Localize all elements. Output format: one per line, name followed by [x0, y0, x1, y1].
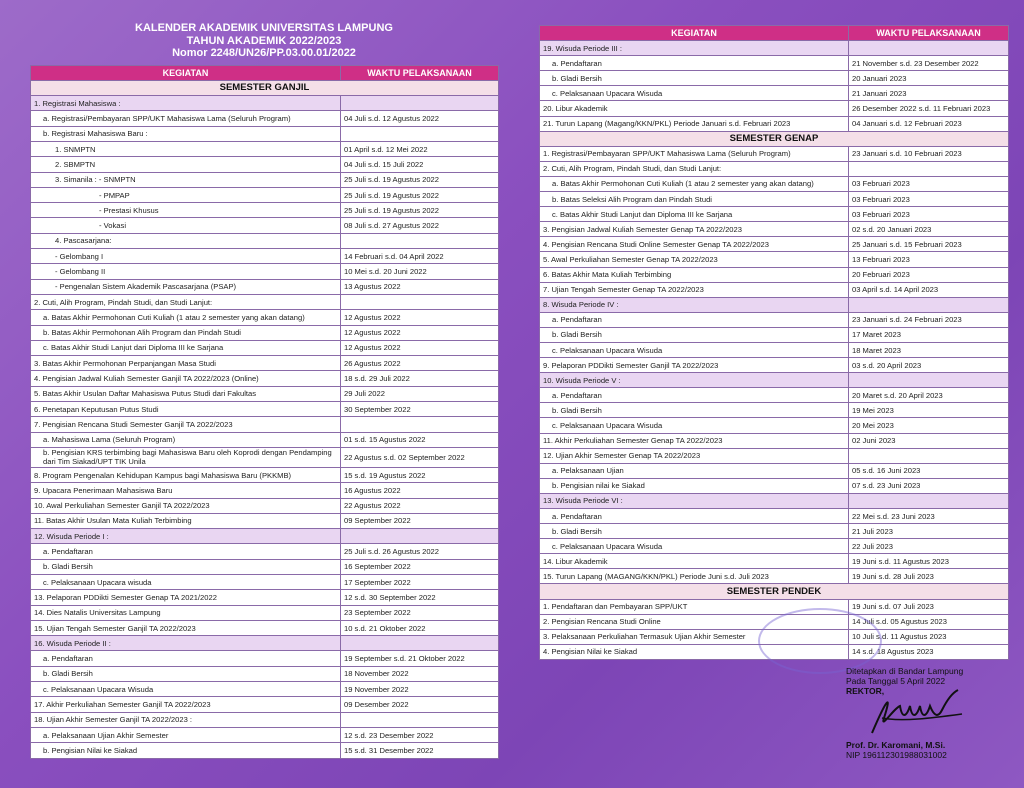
table-row — [540, 373, 1009, 388]
title-line-2: TAHUN AKADEMIK 2022/2023 — [186, 34, 342, 47]
activity-cell: 11. Akhir Perkuliahan Semester Genap TA 2022/2023 — [540, 433, 849, 448]
date-cell — [341, 636, 499, 651]
date-cell: 10 s.d. 21 Oktober 2022 — [341, 620, 499, 635]
activity-cell: 7. Ujian Tengah Semester Genap TA 2022/2023 — [540, 282, 849, 297]
activity-cell: a. Pendaftaran — [540, 56, 849, 71]
date-cell: 17 September 2022 — [341, 575, 499, 590]
date-cell: 22 Mei s.d. 23 Juni 2023 — [849, 509, 1009, 524]
date-cell: 15 s.d. 31 Desember 2022 — [341, 743, 499, 758]
activity-cell: a. Pendaftaran — [31, 651, 341, 666]
activity-cell: 4. Pengisian Jadwal Kuliah Semester Ganjil TA 2022/2023 (Online) — [31, 371, 341, 386]
table-row — [540, 448, 1009, 463]
activity-cell: 12. Ujian Akhir Semester Genap TA 2022/2023 — [540, 448, 849, 463]
table-row — [540, 192, 1009, 207]
date-cell: 20 Februari 2023 — [849, 267, 1009, 282]
activity-cell: 14. Libur Akademik — [540, 554, 849, 569]
date-cell: 08 Juli s.d. 27 Agustus 2022 — [341, 218, 499, 233]
table-row — [31, 187, 499, 202]
activity-cell: b. Registrasi Mahasiswa Baru : — [31, 126, 341, 141]
date-cell: 03 Februari 2023 — [849, 192, 1009, 207]
activity-cell: a. Registrasi/Pembayaran SPP/UKT Mahasiswa Lama (Seluruh Program) — [31, 111, 341, 126]
date-cell: 25 Juli s.d. 19 Agustus 2022 — [341, 187, 499, 202]
activity-cell: a. Pelaksanaan Ujian — [540, 463, 849, 478]
activity-cell: c. Pelaksanaan Upacara Wisuda — [540, 418, 849, 433]
table-row — [31, 126, 499, 141]
activity-cell: 7. Pengisian Rencana Studi Semester Ganjil TA 2022/2023 — [31, 417, 341, 432]
activity-cell: b. Gladi Bersih — [540, 524, 849, 539]
table-row — [31, 447, 499, 467]
date-cell — [341, 294, 499, 309]
date-cell: 23 September 2022 — [341, 605, 499, 620]
date-cell: 26 Desember 2022 s.d. 11 Februari 2023 — [849, 101, 1009, 116]
date-cell — [849, 41, 1009, 56]
activity-cell: c. Pelaksanaan Upacara Wisuda — [540, 342, 849, 357]
activity-cell: 10. Wisuda Periode V : — [540, 373, 849, 388]
table-row — [31, 279, 499, 294]
section-header — [540, 131, 1009, 146]
date-cell: 25 Januari s.d. 15 Februari 2023 — [849, 237, 1009, 252]
calendar-body-right — [540, 26, 1009, 660]
activity-cell: 5. Batas Akhir Usulan Daftar Mahasiswa Putus Studi dari Fakultas — [31, 386, 341, 401]
table-row — [31, 666, 499, 681]
activity-cell: a. Pendaftaran — [31, 544, 341, 559]
activity-cell: a. Pendaftaran — [540, 312, 849, 327]
table-row — [31, 559, 499, 574]
table-row — [31, 727, 499, 742]
activity-cell: 12. Wisuda Periode I : — [31, 529, 341, 544]
table-row — [540, 539, 1009, 554]
table-row — [31, 218, 499, 233]
date-cell: 03 Februari 2023 — [849, 207, 1009, 222]
table-row — [540, 282, 1009, 297]
date-cell: 09 September 2022 — [341, 513, 499, 528]
activity-cell: 13. Wisuda Periode VI : — [540, 493, 849, 508]
table-row — [31, 249, 499, 264]
header-kegiatan: KEGIATAN — [540, 26, 849, 41]
activity-cell: 10. Awal Perkuliahan Semester Ganjil TA 2022/2023 — [31, 498, 341, 513]
table-row — [540, 116, 1009, 131]
table-row — [31, 233, 499, 248]
date-cell: 20 Mei 2023 — [849, 418, 1009, 433]
section-header — [31, 80, 499, 95]
table-row — [31, 651, 499, 666]
document-title — [30, 22, 498, 60]
table-row — [540, 176, 1009, 191]
activity-cell: 3. Pengisian Jadwal Kuliah Semester Genap TA 2022/2023 — [540, 222, 849, 237]
table-header — [540, 26, 1009, 41]
activity-cell: - Vokasi — [31, 218, 341, 233]
header-waktu: WAKTU PELAKSANAAN — [341, 65, 499, 80]
table-row — [540, 71, 1009, 86]
header-kegiatan: KEGIATAN — [31, 65, 341, 80]
date-cell: 13 Agustus 2022 — [341, 279, 499, 294]
date-cell: 18 Maret 2023 — [849, 342, 1009, 357]
calendar-table-right — [539, 25, 1009, 660]
date-cell — [341, 712, 499, 727]
date-cell: 19 November 2022 — [341, 682, 499, 697]
date-cell — [849, 493, 1009, 508]
activity-cell: 9. Pelaporan PDDikti Semester Ganjil TA 2022/2023 — [540, 358, 849, 373]
table-row — [540, 56, 1009, 71]
date-cell: 18 s.d. 29 Juli 2022 — [341, 371, 499, 386]
date-cell — [849, 373, 1009, 388]
table-row — [31, 513, 499, 528]
activity-cell: b. Batas Seleksi Alih Program dan Pindah Studi — [540, 192, 849, 207]
date-cell — [849, 297, 1009, 312]
activity-cell: c. Batas Akhir Studi Lanjut dan Diploma III ke Sarjana — [540, 207, 849, 222]
table-header — [31, 65, 499, 80]
date-cell: 02 s.d. 20 Januari 2023 — [849, 222, 1009, 237]
date-cell: 22 Juli 2023 — [849, 539, 1009, 554]
table-row — [31, 340, 499, 355]
activity-cell: b. Gladi Bersih — [540, 403, 849, 418]
activity-cell: 6. Penetapan Keputusan Putus Studi — [31, 402, 341, 417]
date-cell: 21 Juli 2023 — [849, 524, 1009, 539]
activity-cell: 20. Libur Akademik — [540, 101, 849, 116]
date-cell: 10 Juli s.d. 11 Agustus 2023 — [849, 629, 1009, 644]
date-cell: 25 Juli s.d. 26 Agustus 2022 — [341, 544, 499, 559]
activity-cell: 2. SBMPTN — [31, 157, 341, 172]
table-row — [31, 172, 499, 187]
date-cell: 19 September s.d. 21 Oktober 2022 — [341, 651, 499, 666]
date-cell: 30 September 2022 — [341, 402, 499, 417]
activity-cell: 3. Pelaksanaan Perkuliahan Termasuk Ujian Akhir Semester — [540, 629, 849, 644]
date-cell: 04 Juli s.d. 12 Agustus 2022 — [341, 111, 499, 126]
activity-cell: b. Gladi Bersih — [540, 71, 849, 86]
table-row — [540, 493, 1009, 508]
date-cell: 03 s.d. 20 April 2023 — [849, 358, 1009, 373]
activity-cell: a. Pelaksanaan Ujian Akhir Semester — [31, 727, 341, 742]
activity-cell: 2. Pengisian Rencana Studi Online — [540, 614, 849, 629]
table-row — [31, 483, 499, 498]
table-row — [31, 417, 499, 432]
date-cell — [341, 417, 499, 432]
date-cell: 07 s.d. 23 Juni 2023 — [849, 478, 1009, 493]
table-row — [31, 402, 499, 417]
table-row — [31, 96, 499, 111]
table-row — [31, 386, 499, 401]
date-cell: 13 Februari 2023 — [849, 252, 1009, 267]
table-row — [540, 207, 1009, 222]
activity-cell: - Gelombang II — [31, 264, 341, 279]
date-cell — [341, 96, 499, 111]
table-row — [31, 743, 499, 758]
table-row — [540, 41, 1009, 56]
table-row — [31, 529, 499, 544]
activity-cell: 8. Program Pengenalan Kehidupan Kampus bagi Mahasiswa Baru (PKKMB) — [31, 467, 341, 482]
table-row — [540, 524, 1009, 539]
date-cell: 12 Agustus 2022 — [341, 310, 499, 325]
activity-cell: a. Batas Akhir Permohonan Cuti Kuliah (1 atau 2 semester yang akan datang) — [540, 176, 849, 191]
activity-cell: a. Batas Akhir Permohonan Cuti Kuliah (1 atau 2 semester yang akan datang) — [31, 310, 341, 325]
activity-cell: 1. Registrasi Mahasiswa : — [31, 96, 341, 111]
activity-cell: 4. Pengisian Rencana Studi Online Semester Genap TA 2022/2023 — [540, 237, 849, 252]
activity-cell: c. Pelaksanaan Upacara Wisuda — [540, 86, 849, 101]
table-row — [540, 252, 1009, 267]
table-row — [31, 371, 499, 386]
table-row — [31, 697, 499, 712]
date-cell: 01 April s.d. 12 Mei 2022 — [341, 141, 499, 156]
table-row — [31, 682, 499, 697]
date-cell: 16 Agustus 2022 — [341, 483, 499, 498]
date-cell: 19 Juni s.d. 11 Agustus 2023 — [849, 554, 1009, 569]
activity-cell: 5. Awal Perkuliahan Semester Genap TA 2022/2023 — [540, 252, 849, 267]
activity-cell: b. Gladi Bersih — [540, 327, 849, 342]
calendar-body-left — [31, 65, 499, 758]
activity-cell: - PMPAP — [31, 187, 341, 202]
table-row — [31, 356, 499, 371]
activity-cell: c. Batas Akhir Studi Lanjut dari Diploma III ke Sarjana — [31, 340, 341, 355]
table-row — [540, 267, 1009, 282]
table-row — [540, 463, 1009, 478]
date-cell: 25 Juli s.d. 19 Agustus 2022 — [341, 203, 499, 218]
table-row — [31, 575, 499, 590]
activity-cell: 18. Ujian Akhir Semester Ganjil TA 2022/2023 : — [31, 712, 341, 727]
date-cell: 19 Juni s.d. 28 Juli 2023 — [849, 569, 1009, 584]
university-stamp — [758, 608, 882, 674]
activity-cell: 16. Wisuda Periode II : — [31, 636, 341, 651]
activity-cell: b. Pengisian nilai ke Siakad — [540, 478, 849, 493]
activity-cell: 15. Ujian Tengah Semester Ganjil TA 2022/2023 — [31, 620, 341, 635]
table-row — [540, 599, 1009, 614]
date-cell: 12 Agustus 2022 — [341, 340, 499, 355]
table-row — [31, 310, 499, 325]
activity-cell: - Prestasi Khusus — [31, 203, 341, 218]
table-row — [540, 222, 1009, 237]
activity-cell: b. Pengisian KRS terbimbing bagi Mahasiswa Baru oleh Koprodi dengan Pendamping dari Tim Siakad/UPT TIK Unila — [31, 447, 341, 467]
activity-cell: 9. Upacara Penerimaan Mahasiswa Baru — [31, 483, 341, 498]
table-row — [540, 418, 1009, 433]
activity-cell: b. Gladi Bersih — [31, 559, 341, 574]
activity-cell: 4. Pengisian Nilai ke Siakad — [540, 644, 849, 659]
activity-cell: c. Pelaksanaan Upacara Wisuda — [31, 682, 341, 697]
date-cell: 09 Desember 2022 — [341, 697, 499, 712]
date-cell: 21 November s.d. 23 Desember 2022 — [849, 56, 1009, 71]
activity-cell: 8. Wisuda Periode IV : — [540, 297, 849, 312]
date-cell: 10 Mei s.d. 20 Juni 2022 — [341, 264, 499, 279]
activity-cell: 19. Wisuda Periode III : — [540, 41, 849, 56]
section-title: SEMESTER PENDEK — [540, 584, 1009, 599]
date-cell: 17 Maret 2023 — [849, 327, 1009, 342]
table-row — [540, 358, 1009, 373]
table-row — [31, 157, 499, 172]
table-row — [540, 478, 1009, 493]
table-row — [540, 297, 1009, 312]
table-row — [540, 403, 1009, 418]
signature-place: Ditetapkan di Bandar Lampung — [846, 666, 964, 676]
date-cell: 04 Januari s.d. 12 Februari 2023 — [849, 116, 1009, 131]
signature-nip: NIP 196112301988031002 — [846, 750, 947, 760]
table-row — [31, 141, 499, 156]
date-cell: 12 s.d. 23 Desember 2022 — [341, 727, 499, 742]
signature-date: Pada Tanggal 5 April 2022 — [846, 676, 946, 686]
activity-cell: b. Gladi Bersih — [31, 666, 341, 681]
activity-cell: 1. Registrasi/Pembayaran SPP/UKT Mahasiswa Lama (Seluruh Program) — [540, 146, 849, 161]
table-row — [31, 432, 499, 447]
date-cell: 23 Januari s.d. 24 Februari 2023 — [849, 312, 1009, 327]
table-row — [31, 294, 499, 309]
date-cell: 15 s.d. 19 Agustus 2022 — [341, 467, 499, 482]
table-row — [540, 569, 1009, 584]
table-row — [31, 111, 499, 126]
date-cell: 01 s.d. 15 Agustus 2022 — [341, 432, 499, 447]
section-header — [540, 584, 1009, 599]
table-row — [31, 636, 499, 651]
date-cell: 14 Februari s.d. 04 April 2022 — [341, 249, 499, 264]
section-title: SEMESTER GENAP — [540, 131, 1009, 146]
handwritten-signature — [862, 688, 972, 738]
activity-cell: 13. Pelaporan PDDikti Semester Genap TA 2021/2022 — [31, 590, 341, 605]
activity-cell: 11. Batas Akhir Usulan Mata Kuliah Terbimbing — [31, 513, 341, 528]
table-row — [31, 203, 499, 218]
date-cell: 14 s.d. 18 Agustus 2023 — [849, 644, 1009, 659]
activity-cell: a. Mahasiswa Lama (Seluruh Program) — [31, 432, 341, 447]
date-cell: 12 s.d. 30 September 2022 — [341, 590, 499, 605]
date-cell: 26 Agustus 2022 — [341, 356, 499, 371]
table-row — [31, 620, 499, 635]
table-row — [540, 86, 1009, 101]
table-row — [31, 712, 499, 727]
activity-cell: - Gelombang I — [31, 249, 341, 264]
signature-name: Prof. Dr. Karomani, M.Si. — [846, 740, 946, 750]
activity-cell: 2. Cuti, Alih Program, Pindah Studi, dan Studi Lanjut: — [540, 161, 849, 176]
date-cell: 18 November 2022 — [341, 666, 499, 681]
date-cell: 20 Maret s.d. 20 April 2023 — [849, 388, 1009, 403]
table-row — [540, 146, 1009, 161]
date-cell: 19 Mei 2023 — [849, 403, 1009, 418]
table-row — [540, 433, 1009, 448]
table-row — [540, 554, 1009, 569]
table-row — [540, 312, 1009, 327]
activity-cell: 2. Cuti, Alih Program, Pindah Studi, dan Studi Lanjut: — [31, 294, 341, 309]
table-row — [31, 544, 499, 559]
date-cell — [341, 126, 499, 141]
activity-cell: 14. Dies Natalis Universitas Lampung — [31, 605, 341, 620]
date-cell: 03 April s.d. 14 April 2023 — [849, 282, 1009, 297]
activity-cell: c. Pelaksanaan Upacara wisuda — [31, 575, 341, 590]
activity-cell: 6. Batas Akhir Mata Kuliah Terbimbing — [540, 267, 849, 282]
activity-cell: a. Pendaftaran — [540, 388, 849, 403]
activity-cell: 4. Pascasarjana: — [31, 233, 341, 248]
activity-cell: 3. Batas Akhir Permohonan Perpanjangan Masa Studi — [31, 356, 341, 371]
date-cell: 25 Juli s.d. 19 Agustus 2022 — [341, 172, 499, 187]
activity-cell: 21. Turun Lapang (Magang/KKN/PKL) Periode Januari s.d. Februari 2023 — [540, 116, 849, 131]
table-row — [540, 327, 1009, 342]
activity-cell: c. Pelaksanaan Upacara Wisuda — [540, 539, 849, 554]
date-cell: 22 Agustus s.d. 02 September 2022 — [341, 447, 499, 467]
date-cell: 16 September 2022 — [341, 559, 499, 574]
table-row — [31, 498, 499, 513]
table-row — [31, 605, 499, 620]
activity-cell: 1. Pendaftaran dan Pembayaran SPP/UKT — [540, 599, 849, 614]
date-cell — [341, 529, 499, 544]
table-row — [540, 161, 1009, 176]
date-cell: 20 Januari 2023 — [849, 71, 1009, 86]
activity-cell: a. Pendaftaran — [540, 509, 849, 524]
table-row — [31, 590, 499, 605]
date-cell: 21 Januari 2023 — [849, 86, 1009, 101]
activity-cell: 15. Turun Lapang (MAGANG/KKN/PKL) Periode Juni s.d. Juli 2023 — [540, 569, 849, 584]
table-row — [540, 509, 1009, 524]
activity-cell: 1. SNMPTN — [31, 141, 341, 156]
activity-cell: b. Batas Akhir Permohonan Alih Program dan Pindah Studi — [31, 325, 341, 340]
date-cell: 22 Agustus 2022 — [341, 498, 499, 513]
activity-cell: 17. Akhir Perkuliahan Semester Ganjil TA 2022/2023 — [31, 697, 341, 712]
title-line-3: Nomor 2248/UN26/PP.03.00.01/2022 — [172, 47, 356, 59]
activity-cell: - Pengenalan Sistem Akademik Pascasarjana (PSAP) — [31, 279, 341, 294]
date-cell: 19 Juni s.d. 07 Juli 2023 — [849, 599, 1009, 614]
table-row — [31, 325, 499, 340]
calendar-table-left — [30, 65, 499, 759]
date-cell: 29 Juli 2022 — [341, 386, 499, 401]
date-cell — [849, 161, 1009, 176]
right-panel — [539, 25, 1008, 660]
header-waktu: WAKTU PELAKSANAAN — [849, 26, 1009, 41]
date-cell: 04 Juli s.d. 15 Juli 2022 — [341, 157, 499, 172]
table-row — [540, 342, 1009, 357]
table-row — [31, 467, 499, 482]
date-cell: 14 Juli s.d. 05 Agustus 2023 — [849, 614, 1009, 629]
table-row — [540, 388, 1009, 403]
title-line-1: KALENDER AKADEMIK UNIVERSITAS LAMPUNG — [135, 22, 393, 34]
date-cell — [341, 233, 499, 248]
date-cell: 05 s.d. 16 Juni 2023 — [849, 463, 1009, 478]
date-cell: 02 Juni 2023 — [849, 433, 1009, 448]
section-title: SEMESTER GANJIL — [31, 80, 499, 95]
left-panel — [30, 22, 498, 759]
table-row — [540, 237, 1009, 252]
date-cell: 23 Januari s.d. 10 Februari 2023 — [849, 146, 1009, 161]
date-cell: 03 Februari 2023 — [849, 176, 1009, 191]
signature-role: REKTOR, — [846, 686, 885, 696]
table-row — [540, 101, 1009, 116]
activity-cell: b. Pengisian Nilai ke Siakad — [31, 743, 341, 758]
activity-cell: 3. Simanila : - SNMPTN — [31, 172, 341, 187]
date-cell: 12 Agustus 2022 — [341, 325, 499, 340]
table-row — [31, 264, 499, 279]
date-cell — [849, 448, 1009, 463]
